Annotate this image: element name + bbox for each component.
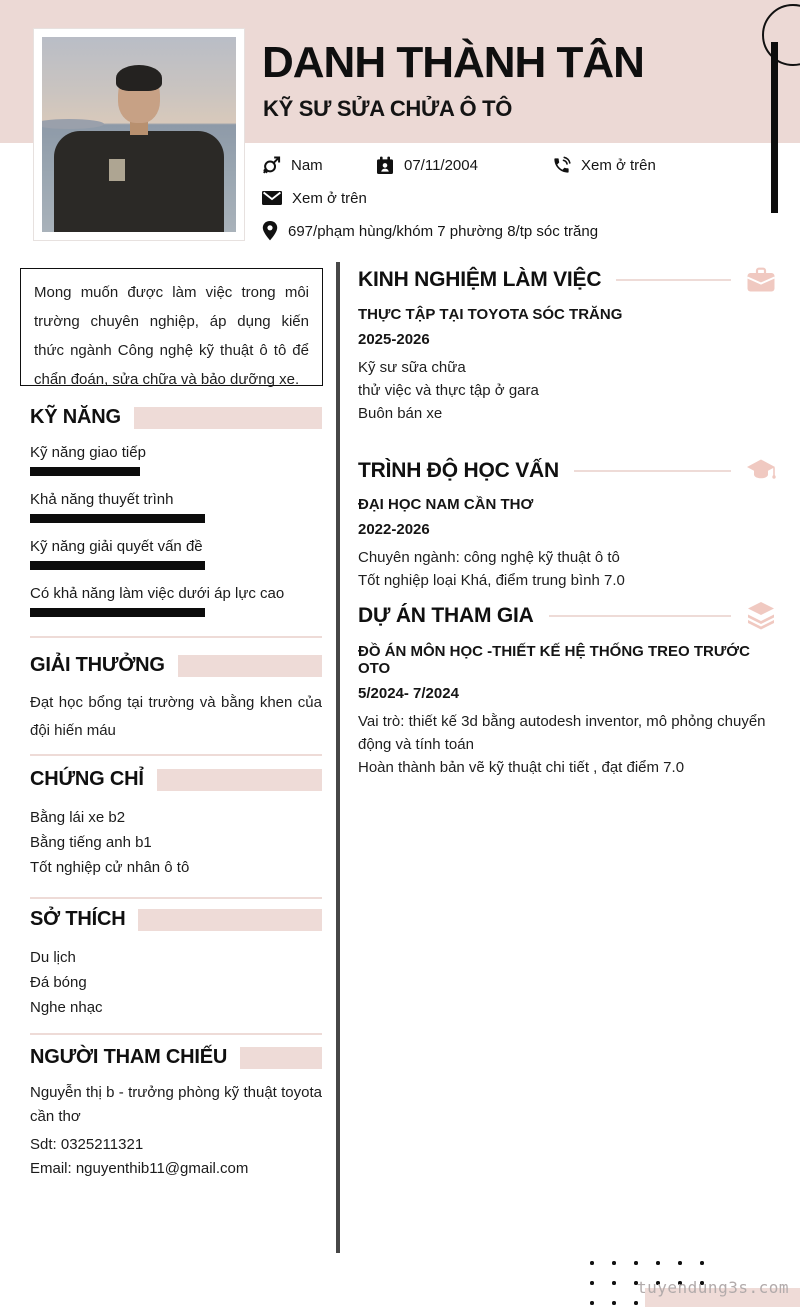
profile-photo-frame [33,28,245,241]
section-hobbies [30,908,322,1020]
calendar-icon [376,156,394,175]
gender-icon [262,156,281,175]
certificate-item: Bằng tiếng anh b1 [30,834,152,851]
awards-heading: GIẢI THƯỞNG [30,654,165,676]
hobby-item: Du lịch [30,949,76,966]
dob-value: 07/11/2004 [404,156,478,174]
project-period: 5/2024- 7/2024 [358,685,459,702]
skill-level-bar [30,561,205,570]
skill-level-bar [30,608,205,617]
graduation-cap-icon [746,458,776,483]
references-body [30,1081,322,1181]
project-line: Vai trò: thiết kế 3d bằng autodesh inventor, mô phỏng chuyển động và tính toán [358,713,766,753]
watermark-text: tuyendung3s.com [637,1278,789,1297]
column-divider [336,262,340,1253]
address-value: 697/phạm hùng/khóm 7 phường 8/tp sóc trăng [288,222,599,240]
email-value: Xem ở trên [292,189,367,207]
references-heading-row [30,1046,322,1069]
project-line: Hoàn thành bản vẽ kỹ thuật chi tiết , đạt điểm 7.0 [358,759,685,776]
contact-gender [262,156,376,175]
photo-person-hair [116,65,162,91]
experience-title: THỰC TẬP TẠI TOYOTA SÓC TRĂNG [358,306,623,323]
education-line: Chuyên ngành: công nghệ kỹ thuật ô tô [358,549,620,566]
section-skills [30,406,322,617]
section-divider [30,636,322,638]
certificate-item: Tốt nghiệp cử nhân ô tô [30,859,190,876]
reference-person: Nguyễn thị b - trưởng phòng kỹ thuật toyota cần thơ [30,1084,322,1125]
contact-row-3 [262,218,792,244]
contact-dob [376,156,552,175]
education-details [358,546,776,592]
objective-box: Mong muốn được làm việc trong môi trường chuyên nghiệp, áp dụng kiến thức ngành Công nghệ kỹ thuật ô tô để chẩn đoán, sửa chữa và bảo dưỡng xe. [20,268,323,386]
gender-value: Nam [291,156,323,174]
skill-label: Kỹ năng giao tiếp [30,444,146,461]
heading-accent-rect [240,1047,322,1069]
hobby-item: Đá bóng [30,974,87,991]
section-experience [358,266,776,425]
projects-heading-row [358,602,776,630]
hobbies-list [30,945,322,1020]
certificates-heading: CHỨNG CHỈ [30,768,144,790]
heading-accent-rect [134,407,322,429]
education-heading: TRÌNH ĐỘ HỌC VẤN [358,458,559,482]
photo-background-hill [42,119,104,129]
section-divider [30,754,322,756]
skill-label: Kỹ năng giải quyết vấn đề [30,538,203,555]
phone-value: Xem ở trên [581,156,656,174]
section-references [30,1046,322,1181]
skill-label: Có khả năng làm việc dưới áp lực cao [30,585,285,602]
contact-email [262,190,367,207]
experience-line: Kỹ sư sữa chữa [358,359,466,376]
contact-phone [552,156,656,175]
education-period: 2022-2026 [358,521,430,538]
hobbies-heading-row [30,908,322,931]
heading-accent-rect [157,769,322,791]
skills-heading: KỸ NĂNG [30,406,121,428]
heading-accent-rect [178,655,322,677]
project-details [358,710,776,779]
reference-email: Email: nguyenthib11@gmail.com [30,1160,249,1177]
section-divider [30,897,322,899]
certificates-list [30,805,322,880]
skill-level-bar [30,467,140,476]
section-divider [30,1033,322,1035]
contact-address [262,221,598,241]
section-certificates [30,768,322,880]
skill-item [30,585,322,617]
skill-label: Khả năng thuyết trình [30,491,174,508]
education-heading-row [358,458,776,483]
experience-period: 2025-2026 [358,331,430,348]
location-pin-icon [262,221,278,241]
experience-details [358,356,776,425]
certificates-heading-row [30,768,322,791]
heading-accent-line [574,470,731,472]
heading-accent-rect [138,909,322,931]
experience-heading: KINH NGHIỆM LÀM VIỆC [358,267,602,291]
education-line: Tốt nghiệp loại Khá, điểm trung bình 7.0 [358,572,625,589]
experience-heading-row [358,266,776,293]
skills-heading-row [30,406,322,429]
experience-line: thử việc và thực tập ở gara [358,382,539,399]
experience-line: Buôn bán xe [358,405,443,422]
skill-item [30,491,322,523]
reference-phone: Sdt: 0325211321 [30,1136,144,1153]
hobby-item: Nghe nhạc [30,999,103,1016]
briefcase-icon [746,266,776,293]
skill-item [30,538,322,570]
hobbies-heading: SỞ THÍCH [30,908,126,930]
layers-icon [746,602,776,630]
profile-photo [42,37,236,232]
heading-accent-line [616,279,731,281]
section-awards [30,654,322,745]
skill-item [30,444,322,476]
heading-accent-line [549,615,731,617]
references-heading: NGƯỜI THAM CHIẾU [30,1046,228,1068]
envelope-icon [262,190,282,206]
photo-person-shirt [54,131,224,232]
contact-row-2 [262,185,792,211]
education-title: ĐẠI HỌC NAM CẦN THƠ [358,496,534,513]
section-education [358,458,776,592]
photo-shirt-patch [109,159,125,181]
certificate-item: Bằng lái xe b2 [30,809,126,826]
candidate-name: DANH THÀNH TÂN [262,38,644,87]
awards-text: Đạt học bổng tại trường và bằng khen của đội hiến máu [30,694,322,739]
projects-heading: DỰ ÁN THAM GIA [358,604,534,627]
project-title: ĐỒ ÁN MÔN HỌC -THIẾT KẾ HỆ THỐNG TREO TRƯỚC OTO [358,643,750,677]
skill-level-bar [30,514,205,523]
section-projects [358,602,776,779]
phone-icon [552,156,571,175]
contact-info [262,152,792,251]
contact-row-1 [262,152,792,178]
awards-heading-row [30,654,322,677]
job-title: KỸ SƯ SỬA CHỬA Ô TÔ [263,96,513,121]
